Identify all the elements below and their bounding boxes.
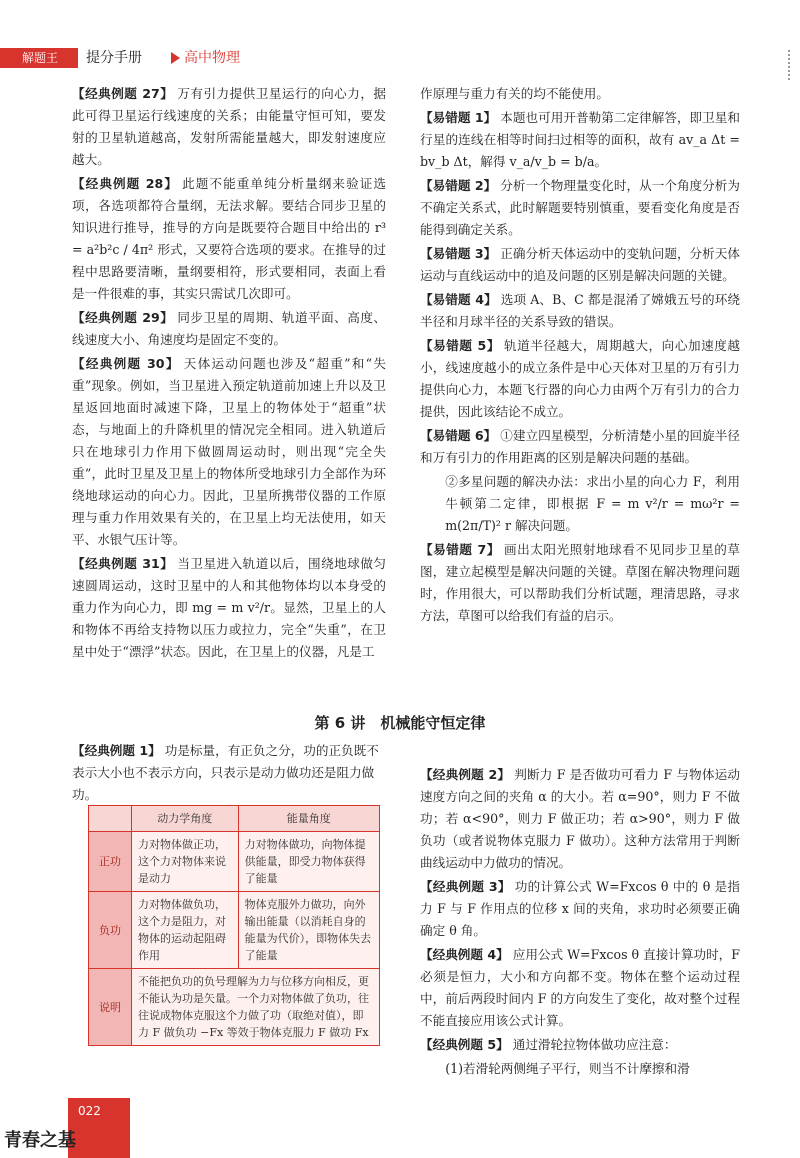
mistake-text: ②多星问题的解决办法：求出小星的向心力 F，利用牛顿第二定律，即根据 F = m v²/r = mω²r = m(2π/T)² r 解决问题。	[445, 474, 740, 533]
mistake-tag: 【易错题 4】	[420, 292, 497, 307]
table-header: 能量角度	[238, 806, 379, 832]
continued-text	[420, 83, 740, 105]
mistake-text: 分析一个物理量变化时，从一个角度分析为不确定关系式，此时解题要特别慎重，要看变化角度是否能得到确定关系。	[420, 178, 741, 237]
example-text: 应用公式 W=Fxcos θ 直接计算功时，F 必须是恒力，大小和方向都不变。物体在整个运动过程中，前后两段时间内 F 的方向发生了变化，故对整个过程不能直接应用该公式计算。	[420, 947, 741, 1028]
triangle-arrow-icon	[171, 52, 180, 64]
example-tag: 【经典例题 4】	[420, 947, 509, 962]
table-row	[89, 892, 380, 969]
example-3	[420, 876, 740, 942]
mistake-text: 轨道半径越大，周期越大，向心加速度越小，线速度越小的成立条件是中心天体对卫星的万有引力提供向心力，本题飞行器的向心力由两个万有引力的合力提供，因此该结论不成立。	[420, 338, 740, 419]
example-tag: 【经典例题 3】	[420, 879, 511, 894]
mistake-text: 正确分析天体运动中的变轨问题，分析天体运动与直线运动中的追及问题的区别是解决问题的关键。	[420, 246, 741, 283]
lesson6-example-1	[72, 740, 386, 806]
mistake-5	[420, 335, 740, 423]
mistake-2	[420, 175, 740, 241]
mistake-3	[420, 243, 740, 287]
example-4	[420, 944, 740, 1032]
right-column	[420, 83, 740, 629]
mistake-tag: 【易错题 7】	[420, 542, 500, 557]
example-5-item-1	[420, 1058, 740, 1080]
subject-label: 高中物理	[184, 50, 240, 66]
page-number: 022	[78, 1104, 101, 1118]
brand-label: 青春之基	[4, 1130, 76, 1151]
example-text: 万有引力提供卫星运行的向心力，据此可得卫星运行线速度的关系；由能量守恒可知，要发射的卫星轨道越高，发射所需能量越大，即发射速度应越大。	[72, 86, 386, 167]
example-29	[72, 307, 386, 351]
example-28	[72, 173, 386, 305]
table-row	[89, 832, 380, 892]
example-31	[72, 553, 386, 663]
example-tag: 【经典例题 27】	[72, 86, 174, 101]
row-label: 说明	[89, 969, 132, 1046]
mistake-6-part-2	[420, 471, 740, 537]
example-text: 功是标量，有正负之分，功的正负既不表示大小也不表示方向，只表示是动力做功还是阻力做功。	[72, 743, 379, 802]
row-label: 负功	[89, 892, 132, 969]
table-cell: 力对物体做功，向物体提供能量，即受力物体获得了能量	[238, 832, 379, 892]
mistake-4	[420, 289, 740, 333]
left-column	[72, 83, 386, 665]
table-header-row	[89, 806, 380, 832]
mistake-text: 本题也可用开普勒第二定律解答，即卫星和行星的连线在相等时间扫过相等的面积，故有 av_a Δt = bv_b Δt，解得 v_a/v_b = b/a。	[420, 110, 741, 169]
example-27	[72, 83, 386, 171]
table-cell: 不能把负功的负号理解为力与位移方向相反，更不能认为功是矢量。一个力对物体做了负功，往往说成物体克服这个力做了功（取绝对值），即力 F 做负功 −Fx 等效于物体克服力 F 做功 Fx	[132, 969, 380, 1046]
mistake-7	[420, 539, 740, 627]
mistake-1	[420, 107, 740, 173]
section-title: 第 6 讲 机械能守恒定律	[314, 714, 486, 732]
lesson6-right-column	[420, 764, 740, 1082]
table-cell: 力对物体做负功，这个力是阻力，对物体的运动起阻碍作用	[132, 892, 239, 969]
table-cell: 物体克服外力做功，向外输出能量（以消耗自身的能量为代价），即物体失去了能量	[238, 892, 379, 969]
example-tag: 【经典例题 5】	[420, 1037, 509, 1052]
row-label: 正功	[89, 832, 132, 892]
table-cell: 力对物体做正功，这个力对物体来说是动力	[132, 832, 239, 892]
example-text: 判断力 F 是否做功可看力 F 与物体运动速度方向之间的夹角 α 的大小。若 α=90°，则力 F 不做功；若 α<90°，则力 F 做正功；若 α>90°，则力 F 做负功（或者说物体克服力 F 做功）。这种方法常用于判断曲线运动中力做功的情况。	[420, 767, 740, 870]
table-corner-cell	[89, 806, 132, 832]
example-5	[420, 1034, 740, 1056]
example-tag: 【经典例题 2】	[420, 767, 511, 782]
mistake-tag: 【易错题 1】	[420, 110, 497, 125]
mistake-text: 画出太阳光照射地球看不见同步卫星的草图，建立起模型是解决问题的关键。草图在解决物理问题时，作用很大，可以帮助我们分析试题，理清思路，寻求方法，草图可以给我们有益的启示。	[420, 542, 740, 623]
work-comparison-table	[88, 805, 380, 1046]
example-text: 通过滑轮拉物体做功应注意：	[512, 1037, 677, 1052]
example-30	[72, 353, 386, 551]
mistake-text: 选项 A、B、C 都是混淆了嫦娥五号的环绕半径和月球半径的关系导致的错误。	[420, 292, 740, 329]
example-text: 天体运动问题也涉及“超重”和“失重”现象。例如，当卫星进入预定轨道前加速上升以及卫星返回地面时减速下降，卫星上的物体处于“超重”状态，与地面上的升降机里的情况完全相同。进入轨道后只在地球引力作用下做圆周运动时，则出现“完全失重”，此时卫星及卫星上的物体所受地球引力全部作为环绕地球运动的向心力。因此，卫星所携带仪器的工作原理与重力作用效果有关的，在卫星上均无法使用，如天平、水银气压计等。	[72, 356, 386, 547]
example-text: 功的计算公式 W=Fxcos θ 中的 θ 是指力 F 与 F 作用点的位移 x 间的夹角，求功时必须要正确确定 θ 角。	[420, 879, 740, 938]
example-text: 当卫星进入轨道以后，围绕地球做匀速圆周运动，这时卫星中的人和其他物体均以本身受的重力作为向心力，即 mg = m v²/r。显然，卫星上的人和物体不再给支持物以压力或拉力，完全“失重”，在卫星中处于“漂浮”状态。因此，在卫星上的仪器，凡是工	[72, 556, 386, 659]
mistake-tag: 【易错题 2】	[420, 178, 497, 193]
book-title: 提分手册	[86, 50, 142, 66]
example-text: (1)若滑轮两侧绳子平行，则当不计摩擦和滑	[445, 1061, 690, 1076]
mistake-text: ①建立四星模型，分析清楚小星的回旋半径和万有引力的作用距离的区别是解决问题的基础。	[420, 428, 741, 465]
mistake-6	[420, 425, 740, 469]
example-tag: 【经典例题 30】	[72, 356, 180, 371]
example-text: 作原理与重力有关的均不能使用。	[420, 86, 609, 101]
example-tag: 【经典例题 1】	[72, 743, 161, 758]
mistake-tag: 【易错题 3】	[420, 246, 497, 261]
example-tag: 【经典例题 28】	[72, 176, 179, 191]
page-header	[0, 38, 800, 72]
mistake-tag: 【易错题 6】	[420, 428, 497, 443]
series-tab: 解题王	[0, 48, 78, 68]
example-tag: 【经典例题 31】	[72, 556, 174, 571]
example-text: 同步卫星的周期、轨道平面、高度、线速度大小、角速度均是固定不变的。	[72, 310, 386, 347]
table-header: 动力学角度	[132, 806, 239, 832]
mistake-tag: 【易错题 5】	[420, 338, 500, 353]
dotted-edge-decoration	[784, 50, 790, 80]
example-tag: 【经典例题 29】	[72, 310, 174, 325]
example-2	[420, 764, 740, 874]
table-row	[89, 969, 380, 1046]
example-text: 此题不能重单纯分析量纲来验证选项，各选项都符合量纲，无法求解。要结合同步卫星的知识进行推导，推导的方向是既要符合题目中给出的 r³ = a²b²c / 4π² 形式，又要符合选项的要求。在推导的过程中思路要清晰，量纲要相符，形式要相同，表面上看是一件很难的事，其实只需试几次即可。	[72, 176, 386, 301]
